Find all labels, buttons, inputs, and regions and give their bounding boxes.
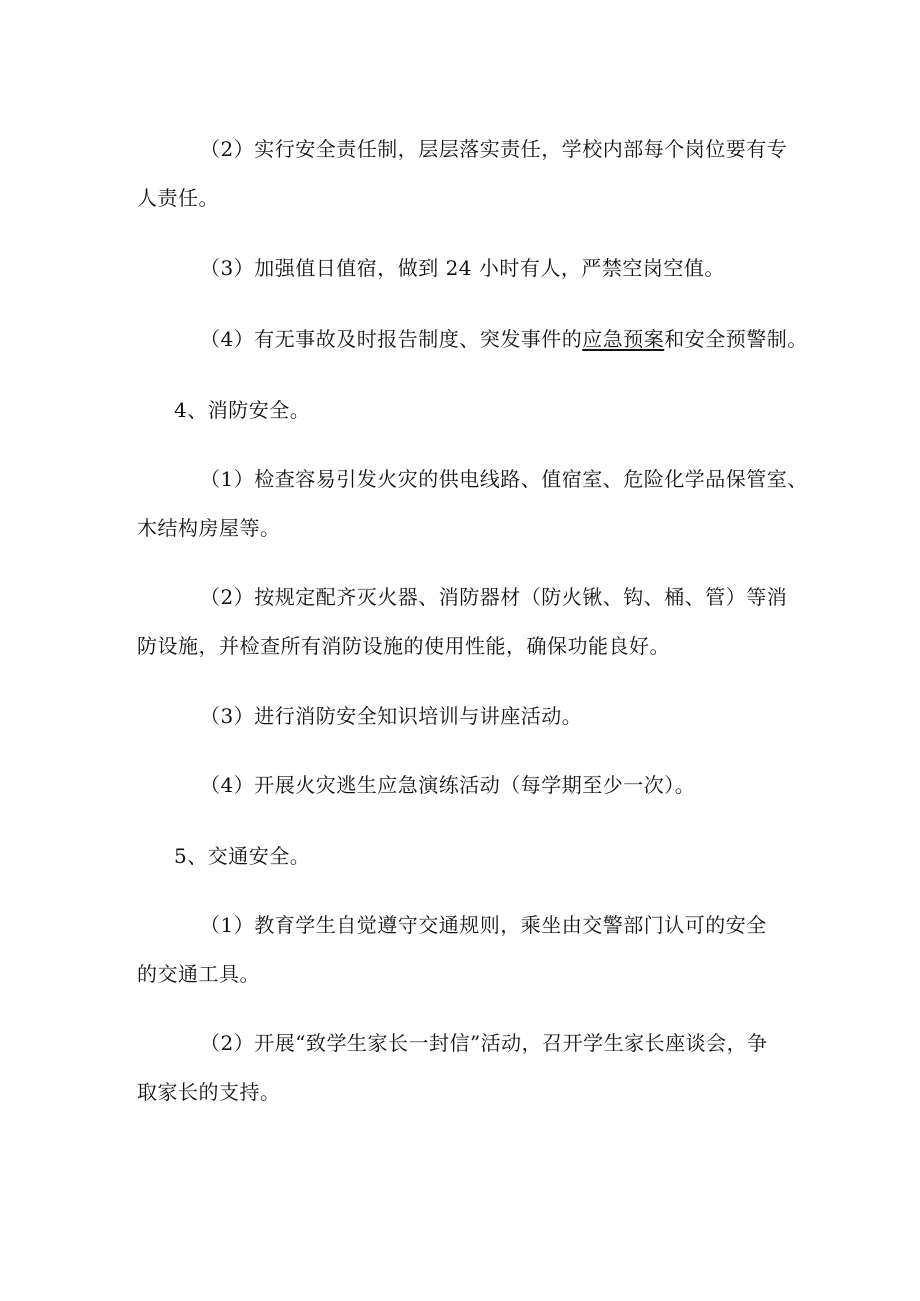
- paragraph-line: [200, 327, 808, 351]
- text-span: （4）有无事故及时报告制度、突发事件的: [200, 327, 583, 351]
- text-span: 和安全预警制。: [664, 327, 808, 351]
- section-heading: 5、交通安全。: [174, 844, 311, 868]
- paragraph-line: （2）开展“致学生家长一封信”活动，召开学生家长座谈会，争: [200, 1031, 768, 1055]
- section-heading: 4、消防安全。: [174, 398, 311, 422]
- paragraph-line: （4）开展火灾逃生应急演练活动（每学期至少一次）。: [200, 773, 696, 797]
- paragraph-line: 的交通工具。: [137, 962, 260, 986]
- paragraph-line: （3）进行消防安全知识培训与讲座活动。: [200, 704, 583, 728]
- paragraph-line: 木结构房屋等。: [137, 516, 281, 540]
- link-emergency-plan[interactable]: 应急预案: [582, 327, 665, 351]
- paragraph-line: 取家长的支持。: [137, 1080, 281, 1104]
- paragraph-line: 防设施，并检查所有消防设施的使用性能，确保功能良好。: [137, 634, 670, 658]
- paragraph-line: 人责任。: [137, 186, 219, 210]
- paragraph-line: （2）按规定配齐灭火器、消防器材（防火锹、钩、桶、管）等消: [200, 585, 788, 609]
- paragraph-line: （1）检查容易引发火灾的供电线路、值宿室、危险化学品保管室、: [200, 467, 808, 491]
- paragraph-line: （3）加强值日值宿，做到 24 小时有人，严禁空岗空值。: [200, 256, 725, 280]
- paragraph-line: （2）实行安全责任制，层层落实责任，学校内部每个岗位要有专: [200, 137, 788, 161]
- paragraph-line: （1）教育学生自觉遵守交通规则，乘坐由交警部门认可的安全: [200, 913, 767, 937]
